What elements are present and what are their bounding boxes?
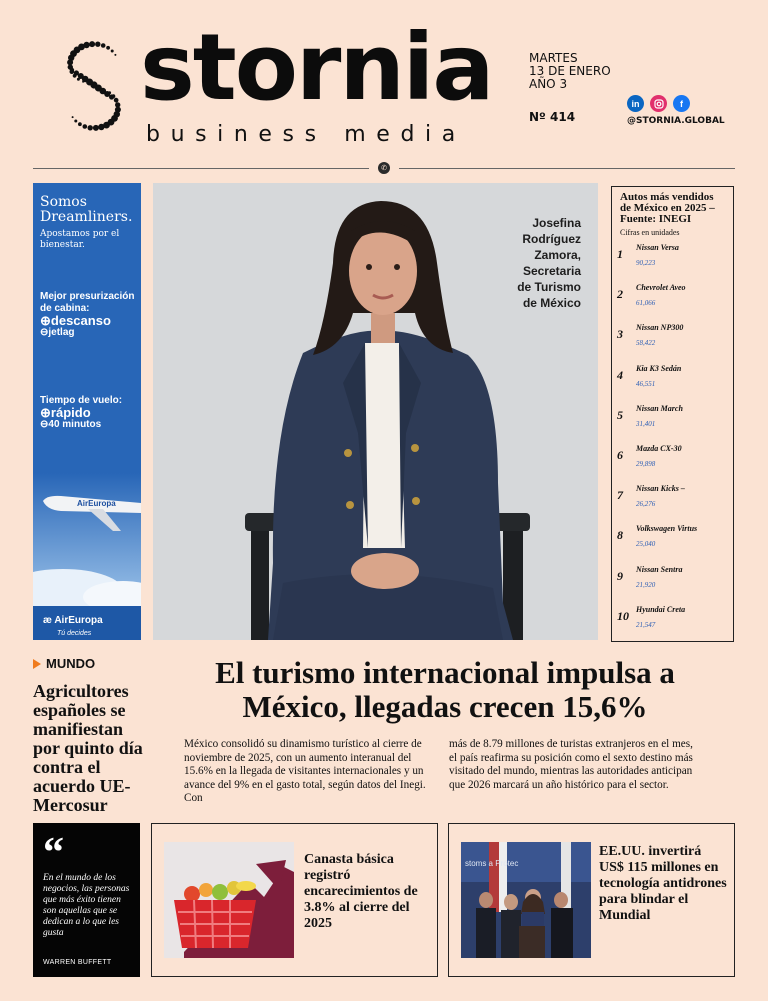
rank-number: 6 (617, 447, 623, 462)
rank-model: Mazda CX-30 (636, 443, 682, 453)
logo-dot (74, 120, 77, 123)
linkedin-icon[interactable]: in (627, 95, 644, 112)
rank-units: 31,401 (636, 419, 656, 428)
photo-caption: Josefina Rodríguez Zamora, Secretaria de Turismo de México (517, 216, 581, 310)
ad-block-cabin-label: Mejor presurización de cabina: (40, 291, 135, 314)
ad-plane-text: AirEuropa (77, 499, 116, 508)
section-tag-mundo[interactable] (33, 656, 95, 671)
ad-slogan: Tú decides (57, 630, 92, 637)
ranking-title: Autos más vendidos de México en 2025 – Fuente: INEGI (620, 191, 715, 225)
sidebar-headline[interactable]: Agricultores españoles se manifiestan por quinto día contra el acuerdo UE-Mercosur (33, 681, 143, 815)
logo-dot (83, 124, 88, 129)
plus-circle-icon: ⊕ (40, 405, 51, 420)
logo-dot (111, 50, 114, 53)
rank-number: 8 (617, 528, 623, 543)
brand-tagline: business media (146, 122, 466, 147)
ad-block-cabin (40, 291, 141, 339)
logo-dot (88, 125, 93, 130)
ranking-item (612, 605, 733, 645)
logo-dot (114, 98, 119, 103)
divider-right (399, 168, 735, 169)
ad-plus-line (40, 315, 141, 327)
ad-plus-line (40, 407, 122, 419)
minus-circle-icon: ⊖ (40, 419, 49, 430)
ad-minus-line (40, 327, 141, 339)
grocery-basket-image (164, 842, 294, 958)
issue-year: AÑO 3 (529, 77, 568, 91)
brand-name[interactable]: stornia (140, 14, 493, 121)
rank-number: 2 (617, 287, 623, 302)
ranking-item (612, 404, 733, 444)
issue-day: MARTES (529, 51, 578, 65)
rank-units: 26,276 (636, 500, 656, 509)
issue-number: Nº 414 (529, 110, 576, 124)
rank-model: Volkswagen Virtus (636, 524, 698, 534)
cover-photo (153, 183, 598, 640)
ranking-item (612, 565, 733, 605)
triangle-right-icon (33, 659, 41, 669)
rank-model: Nissan March (636, 403, 683, 413)
airline-logo-icon: æ (43, 615, 52, 626)
ad-block-time (40, 395, 122, 431)
ad-minus-line (40, 419, 122, 431)
rank-model: Nissan NP300 (636, 323, 684, 333)
ad-brand (43, 615, 103, 626)
ad-brand-text: AirEuropa (54, 615, 103, 626)
rank-number: 3 (617, 327, 623, 342)
ranking-item (612, 323, 733, 363)
social-handle[interactable]: @STORNIA.GLOBAL (627, 116, 725, 126)
quote-mark-icon: “ (43, 830, 64, 876)
logo-dot (106, 46, 110, 50)
ranking-item (612, 444, 733, 484)
logo-dot (108, 91, 111, 94)
rank-model: Nissan Kicks – (636, 484, 685, 494)
rank-units: 21,547 (636, 620, 656, 629)
rank-units: 21,920 (636, 580, 656, 589)
rank-number: 9 (617, 568, 623, 583)
ranking-list (612, 243, 733, 645)
issue-date (529, 52, 611, 91)
ranking-units-note: Cifras en unidades (620, 228, 680, 237)
ad-plus-text: rápido (50, 405, 91, 420)
instagram-icon[interactable] (650, 95, 667, 112)
rank-units: 58,422 (636, 339, 656, 348)
facebook-icon[interactable]: f (673, 95, 690, 112)
quote-text: En el mundo de los negocios, las personas que más éxito tienen son aquellas que se dedican a lo que les gusta (43, 873, 130, 938)
rank-number: 7 (617, 488, 623, 503)
logo-dot (115, 102, 120, 107)
rank-units: 90,223 (636, 259, 656, 267)
lead-column-2: más de 8.79 millones de turistas extranjeros en el mes, el país reafirma su posición como el sexto destino más visitado del mundo, mientras las autoridades anticipan que 2026 marcará un año histórico para el sector. (449, 738, 693, 791)
ad-minus-text: 40 minutos (48, 419, 102, 430)
logo-dot (114, 54, 116, 56)
story-card-antidrones[interactable] (448, 823, 735, 977)
logo-dot (70, 68, 74, 72)
ad-plus-text: descanso (50, 313, 111, 328)
rank-number: 4 (617, 367, 623, 382)
rank-model: Kia K3 Sedán (636, 363, 682, 373)
press-conference-image (461, 842, 591, 958)
ad-minus-text: jetlag (48, 327, 75, 338)
minus-circle-icon: ⊖ (40, 327, 49, 338)
quote-author: WARREN BUFFETT (43, 959, 112, 966)
logo-dot (104, 89, 106, 91)
card-image-text: stoms a Protec (465, 859, 519, 868)
logo-dot (78, 122, 82, 126)
rank-units: 29,898 (636, 459, 656, 468)
rank-model: Nissan Sentra (636, 564, 683, 574)
divider-left (33, 168, 369, 169)
rank-number: 5 (617, 407, 623, 422)
ranking-item (612, 364, 733, 404)
logo-dot (93, 125, 99, 131)
divider-ornament-icon: ✆ (378, 162, 390, 174)
rank-number: 10 (617, 608, 629, 623)
logo-dot (89, 41, 95, 47)
main-headline[interactable]: El turismo internacional impulsa a México, llegadas crecen 15,6% (215, 655, 675, 724)
rank-units: 61,066 (636, 299, 656, 308)
section-label: MUNDO (46, 656, 96, 671)
airline-ad[interactable] (33, 183, 141, 640)
logo-dot (101, 43, 106, 48)
logo-dot (112, 94, 116, 98)
rank-number: 1 (617, 247, 623, 261)
story-card-canasta[interactable] (151, 823, 438, 977)
logo-dot (72, 116, 74, 118)
plus-circle-icon: ⊕ (40, 313, 51, 328)
card-headline[interactable]: EE.UU. invertirá US$ 115 millones en tecnología antidrones para blindar el Mundial (599, 844, 727, 923)
rank-units: 25,040 (636, 540, 656, 549)
car-sales-ranking (611, 186, 734, 642)
logo-dot (95, 42, 100, 47)
ranking-item (612, 524, 733, 564)
ad-headline: Somos Dreamliners. (40, 194, 133, 225)
rank-units: 46,551 (636, 379, 656, 388)
lead-column-1: México consolidó su dinamismo turístico al cierre de noviembre de 2025, con un aumento interanual del 15.6% en la llegada de visitantes internacionales y un avance del 9% en el gasto total, según datos del Inegi. Con (184, 738, 426, 804)
ranking-item (612, 484, 733, 524)
social-links (627, 95, 690, 112)
ad-subline: Apostamos por el bienestar. (40, 229, 120, 250)
rank-model: Chevrolet Aveo (636, 283, 686, 293)
ad-block-time-label: Tiempo de vuelo: (40, 395, 123, 406)
ranking-item (612, 243, 733, 283)
airplane-icon (33, 473, 141, 607)
card-headline[interactable]: Canasta básica registró encarecimientos de 3.8% al cierre del 2025 (304, 852, 418, 931)
quote-box (33, 823, 140, 977)
logo-s-mark (58, 36, 130, 136)
ranking-item (612, 283, 733, 323)
issue-date-text: 13 DE ENERO (529, 64, 611, 78)
rank-model: Hyundai Creta (636, 604, 686, 614)
rank-model: Nissan Versa (636, 243, 679, 252)
